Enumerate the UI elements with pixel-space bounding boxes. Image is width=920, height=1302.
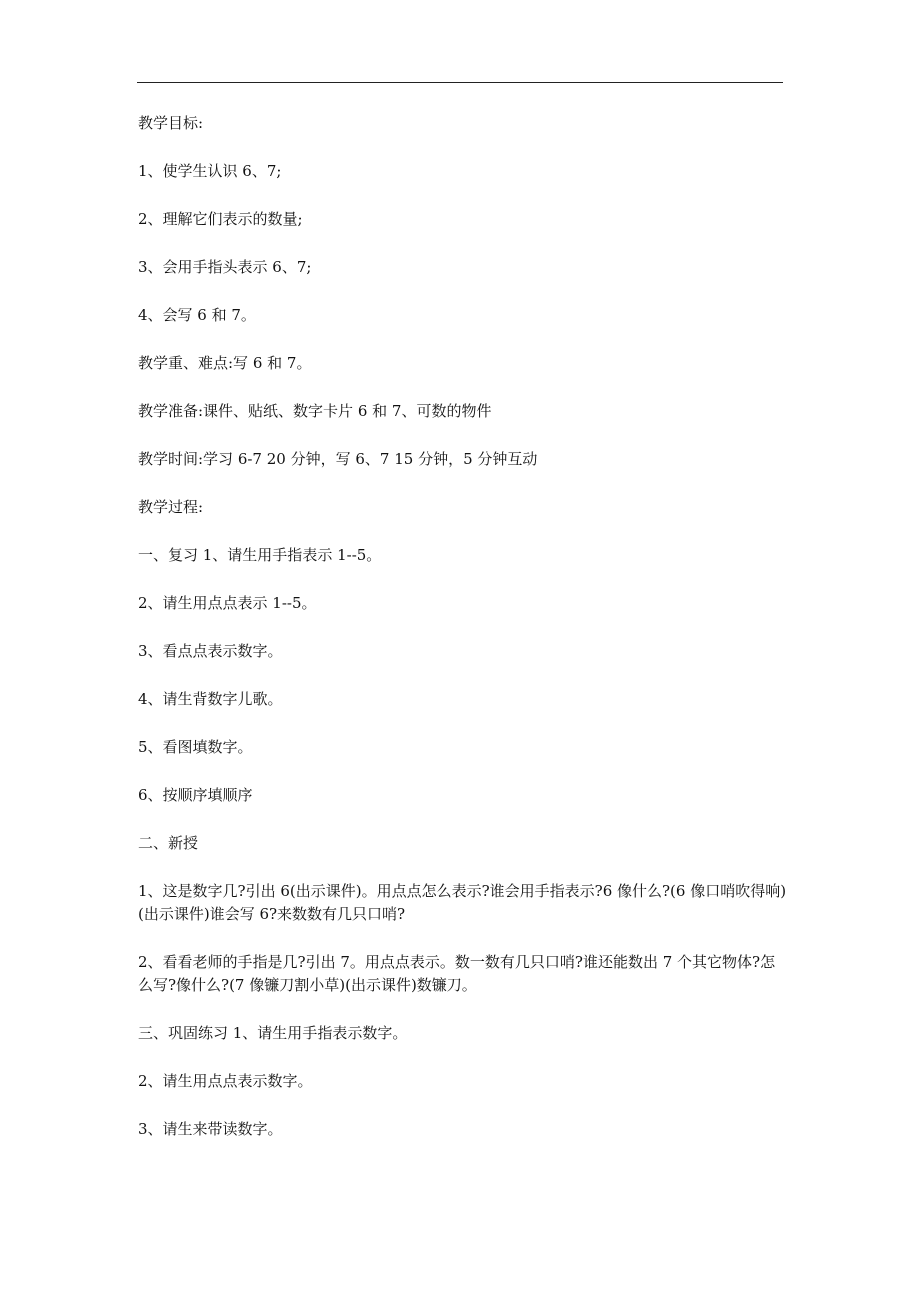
practice-item-1: 三、巩固练习 1、请生用手指表示数字。 — [138, 1024, 408, 1042]
practice-item-3: 3、请生来带读数字。 — [138, 1120, 283, 1138]
header-rule — [137, 82, 783, 83]
review-item-6: 6、按顺序填顺序 — [138, 786, 253, 804]
goal-item-4: 4、会写 6 和 7。 — [138, 306, 256, 324]
practice-item-2: 2、请生用点点表示数字。 — [138, 1072, 313, 1090]
review-item-3: 3、看点点表示数字。 — [138, 642, 283, 660]
review-item-4: 4、请生背数字儿歌。 — [138, 690, 283, 708]
new-lesson-item-2: 2、看看老师的手指是几?引出 7。用点点表示。数一数有几只口哨?谁还能数出 7 个其它物体?怎么写?像什么?(7 像镰刀割小草)(出示课件)数镰刀。 — [138, 953, 776, 994]
heading-new-lesson: 二、新授 — [138, 834, 199, 852]
key-difficulties: 教学重、难点:写 6 和 7。 — [138, 354, 312, 372]
review-item-1: 一、复习 1、请生用手指表示 1--5。 — [138, 546, 382, 564]
new-lesson-item-1: 1、这是数字几?引出 6(出示课件)。用点点怎么表示?谁会用手指表示?6 像什么?(6 像口哨吹得响)(出示课件)谁会写 6?来数数有几只口哨? — [138, 882, 787, 923]
goal-item-3: 3、会用手指头表示 6、7; — [138, 258, 312, 276]
goal-item-2: 2、理解它们表示的数量; — [138, 210, 303, 228]
review-item-2: 2、请生用点点表示 1--5。 — [138, 594, 317, 612]
teaching-preparation: 教学准备:课件、贴纸、数字卡片 6 和 7、可数的物件 — [138, 402, 492, 420]
heading-teaching-goals: 教学目标: — [138, 114, 204, 132]
heading-teaching-process: 教学过程: — [138, 498, 204, 516]
review-item-5: 5、看图填数字。 — [138, 738, 253, 756]
teaching-time: 教学时间:学习 6-7 20 分钟，写 6、7 15 分钟，5 分钟互动 — [138, 450, 538, 468]
document-body — [138, 112, 788, 1166]
goal-item-1: 1、使学生认识 6、7; — [138, 162, 282, 180]
